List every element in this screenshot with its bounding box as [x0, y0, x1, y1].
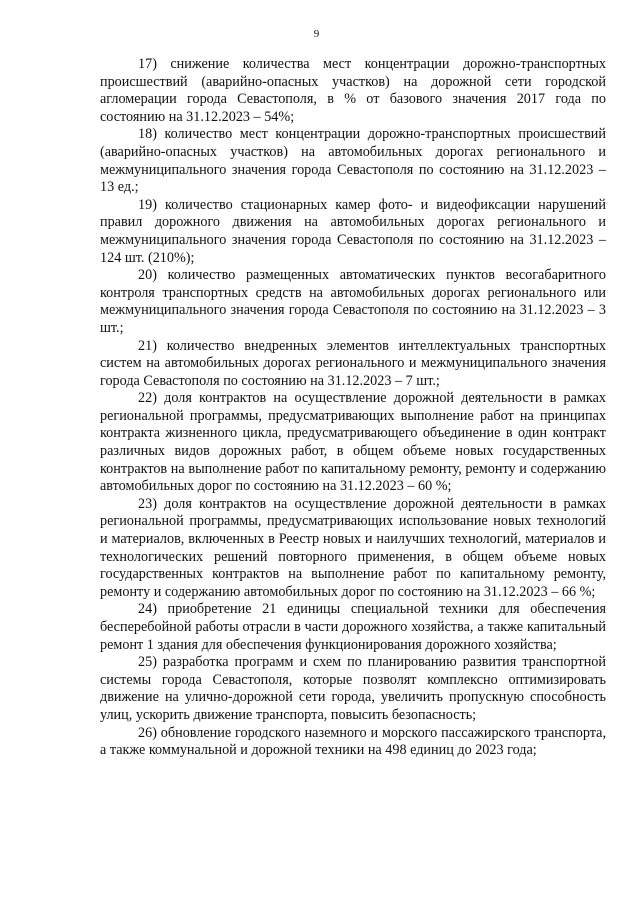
list-item-24: 24) приобретение 21 единицы специальной техники для обеспечения бесперебойной работы отрасли в части дорожного хозяйства, а также капитальный ремонт 1 здания для обеспечения функционирования дорожного хозяйства; [100, 601, 606, 653]
list-item-26: 26) обновление городского наземного и морского пассажирского транспорта, а также коммунальной и дорожной техники на 498 единиц до 2023 года; [100, 724, 606, 759]
list-item-21: 21) количество внедренных элементов интеллектуальных транспортных систем на автомобильных дорогах регионального и межмуниципального значения города Севастополя по состоянию на 31.12.2023 – 7 шт.; [100, 337, 606, 389]
list-item-22: 22) доля контрактов на осуществление дорожной деятельности в рамках региональной программы, предусматривающих выполнение работ на принципах контракта жизненного цикла, предусматривающего объединение в один контракт различных видов дорожных работ, в общем объеме новых государственных контрактов на выполнение работ по капитальному ремонту, ремонту и содержанию автомобильных дорог по состоянию на 31.12.2023 – 60 %; [100, 390, 606, 495]
list-item-18: 18) количество мест концентрации дорожно-транспортных происшествий (аварийно-опасных участков) на автомобильных дорогах регионального и межмуниципального значения города Севастополя по состоянию на 31.12.2023 – 13 ед.; [100, 126, 606, 196]
list-item-17: 17) снижение количества мест концентрации дорожно-транспортных происшествий (аварийно-опасных участков) на дорожной сети городской агломерации города Севастополя, в % от базового значения 2017 года по состоянию на 31.12.2023 – 54%; [100, 56, 606, 125]
list-item-19: 19) количество стационарных камер фото- и видеофиксации нарушений правил дорожного движения на автомобильных дорогах регионального и межмуниципального значения города Севастополя по состоянию на 31.12.2023 – 124 шт. (210%); [100, 196, 606, 266]
page-number: 9 [313, 28, 320, 40]
document-body [100, 56, 606, 760]
list-item-20: 20) количество размещенных автоматических пунктов весогабаритного контроля транспортных средств на автомобильных дорогах регионального или межмуниципального значения города Севастополя по состоянию на 31.12.2023 – 3 шт.; [100, 267, 606, 336]
list-item-23: 23) доля контрактов на осуществление дорожной деятельности в рамках региональной программы, предусматривающих использование новых технологий и материалов, включенных в Реестр новых и наилучших технологий, материалов и технологических решений повторного применения, в общем объеме новых государственных контрактов на выполнение работ по капитальному ремонту, ремонту и содержанию автомобильных дорог по состоянию на 31.12.2023 – 66 %; [100, 495, 606, 600]
list-item-25: 25) разработка программ и схем по планированию развития транспортной системы города Севастополя, которые позволят комплексно оптимизировать движение на улично-дорожной сети города, увеличить пропускную способность улиц, ускорить движение транспорта, повысить безопасность; [100, 654, 606, 723]
